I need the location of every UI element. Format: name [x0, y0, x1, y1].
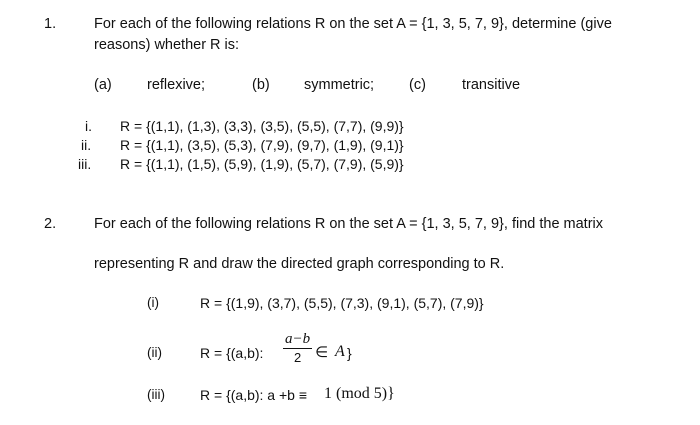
relation-ii-label: ii.	[81, 137, 92, 153]
item-iii-modulus: 1 (mod 5)}	[324, 385, 395, 402]
relation-i-label: i.	[85, 118, 92, 134]
part-b-label: (b)	[252, 77, 270, 93]
part-c-label: (c)	[409, 77, 426, 93]
item-ii-close-brace: }	[347, 345, 352, 361]
fraction-denominator: 2	[293, 350, 302, 365]
set-a-symbol: A	[335, 343, 345, 360]
question-2-line-1: For each of the following relations R on the set A = {1, 3, 5, 7, 9}, find the matrix	[94, 216, 604, 232]
item-iii-label: (iii)	[147, 387, 165, 402]
fraction-bar	[283, 348, 312, 349]
element-of-symbol: ∈	[315, 343, 329, 361]
item-ii-fraction	[283, 331, 312, 365]
relation-ii-text: R = {(1,1), (3,5), (5,3), (7,9), (9,7), (1,9), (9,1)}	[120, 137, 404, 153]
item-i-text: R = {(1,9), (3,7), (5,5), (7,3), (9,1), (5,7), (7,9)}	[200, 295, 484, 311]
item-iii-prefix: R = {(a,b): a +b ≡	[200, 387, 308, 403]
part-c-text: transitive	[462, 77, 521, 93]
item-ii-label: (ii)	[147, 345, 162, 360]
question-2-line-2: representing R and draw the directed graph corresponding to R.	[94, 256, 505, 272]
fraction-numerator: a−b	[285, 331, 311, 347]
relation-i-text: R = {(1,1), (1,3), (3,3), (3,5), (5,5), (7,7), (9,9)}	[120, 118, 404, 134]
relation-iii-text: R = {(1,1), (1,5), (5,9), (1,9), (5,7), (7,9), (5,9)}	[120, 156, 404, 172]
question-1-line-2: reasons) whether R is:	[94, 37, 240, 53]
relation-iii-label: iii.	[78, 156, 92, 172]
part-a-label: (a)	[94, 77, 112, 93]
item-i-label: (i)	[147, 295, 159, 310]
part-a-text: reflexive;	[147, 77, 206, 93]
question-2-number: 2.	[44, 216, 57, 232]
question-1-number: 1.	[44, 16, 57, 32]
question-1-line-1: For each of the following relations R on the set A = {1, 3, 5, 7, 9}, determine (give	[94, 16, 612, 32]
part-b-text: symmetric;	[304, 77, 375, 93]
item-ii-prefix: R = {(a,b):	[200, 345, 264, 361]
